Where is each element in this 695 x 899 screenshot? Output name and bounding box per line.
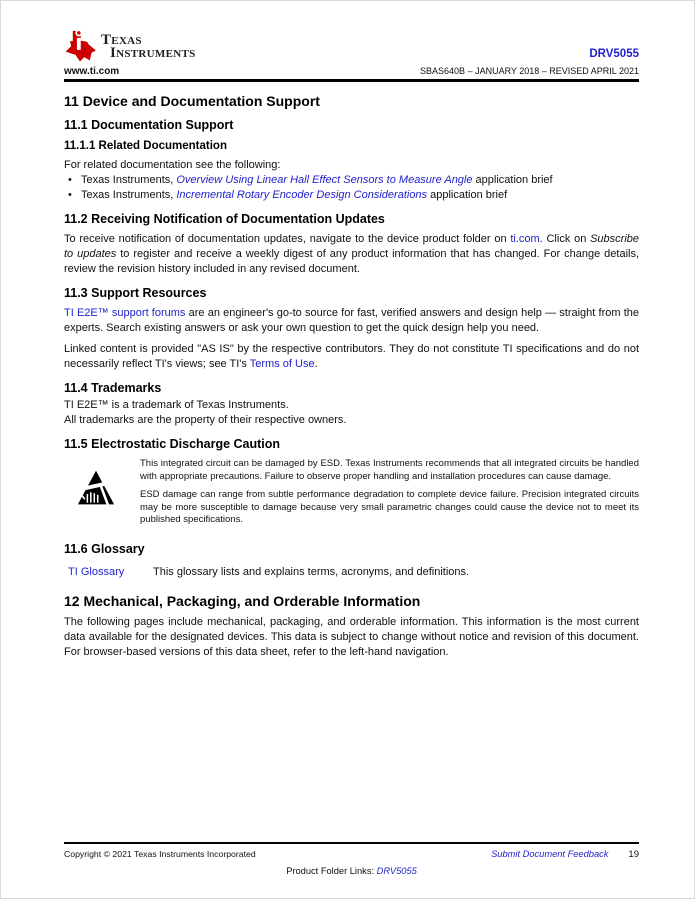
copyright-text: Copyright © 2021 Texas Instruments Incorporated [64,849,256,859]
esd-caution-icon [77,468,115,508]
product-folder-link[interactable]: DRV5055 [376,866,417,876]
section-11-6-title: 11.6 Glossary [64,541,145,556]
support-text-2: Linked content is provided "AS IS" by the respective contributors. They do not constitute TI specifications and do not necessarily reflect TI's views; see TI's [64,343,639,370]
related-doc-intro: For related documentation see the following: [64,159,281,171]
submit-feedback-link[interactable]: Submit Document Feedback [491,849,609,859]
terms-of-use-link[interactable]: Terms of Use [249,358,315,370]
brand-line-1: Texas [101,32,142,48]
related-doc-1-prefix: Texas Instruments, [81,174,177,186]
related-doc-1-link[interactable]: Overview Using Linear Hall Effect Sensors to Measure Angle [176,174,473,186]
section-11-3-title: 11.3 Support Resources [64,286,207,300]
support-text-1: are an engineer's go-to source for fast, verified answers and design help — straight from the experts. Search existing answers or ask your own question to get the quick design help you need. [64,307,639,334]
website-link[interactable]: www.ti.com [64,66,120,77]
related-doc-2-link[interactable]: Incremental Rotary Encoder Design Considerations [176,189,428,201]
header-brand-block [64,27,196,77]
section-11-2-title: 11.2 Receiving Notification of Documentation Updates [64,212,385,226]
trademark-line-1: TI E2E™ is a trademark of Texas Instruments. [64,399,289,411]
header-rule [64,79,639,82]
footer-rule [64,842,639,844]
subscribe-to-updates-text: Subscribe to updates [64,233,639,260]
support-text-3: . [314,358,318,370]
footer-right-group [491,849,639,860]
notification-text-a: To receive notification of documentation updates, navigate to the device product folder on [64,233,511,245]
ti-glossary-link[interactable]: TI Glossary [68,565,125,578]
support-paragraph-1 [64,306,639,336]
bullet-icon: • [68,174,72,186]
section-11-title: 11 Device and Documentation Support [64,93,320,109]
ti-com-link[interactable]: ti.com [510,233,540,245]
page-header [64,27,639,77]
related-doc-2 [81,188,507,203]
brand-line-2: Instruments [110,45,196,61]
part-number-link[interactable]: DRV5055 [589,48,639,60]
section-11-4-title: 11.4 Trademarks [64,381,162,395]
ti-logo [64,27,196,63]
bullet-icon: • [68,189,72,201]
support-paragraph-2 [64,342,639,372]
e2e-forums-link[interactable]: TI E2E™ support forums [64,307,186,319]
notification-text-b: . Click on [539,233,591,245]
glossary-row [68,565,639,580]
list-item [64,188,639,203]
related-doc-1-suffix: application brief [472,174,553,186]
related-doc-1 [81,173,553,188]
related-doc-2-prefix: Texas Instruments, [81,189,177,201]
header-doc-block [420,48,639,77]
esd-paragraph-1: This integrated circuit can be damaged by ESD. Texas Instruments recommends that all integrated circuits be handled with appropriate precautions. Failure to observe proper handling and installation procedures can cause damage. [140,458,639,482]
page-footer [64,842,639,876]
brand-wordmark [101,34,196,60]
doc-revision-info: SBAS640B – JANUARY 2018 – REVISED APRIL 2021 [420,66,639,76]
section-11-1-1-title: 11.1.1 Related Documentation [64,140,227,152]
section-11-5-title: 11.5 Electrostatic Discharge Caution [64,437,281,451]
section-11-1-title: 11.1 Documentation Support [64,118,234,132]
notification-text-c: to register and receive a weekly digest of any product information that has changed. For change details, review the revision history included in any revised document. [64,248,640,275]
related-doc-2-suffix: application brief [427,189,508,201]
esd-caution-text [140,458,639,533]
glossary-description: This glossary lists and explains terms, acronyms, and definitions. [153,565,470,578]
product-folder-line [64,866,639,876]
esd-caution-block [64,458,639,533]
section-12-title: 12 Mechanical, Packaging, and Orderable Information [64,592,421,609]
texas-map-icon [64,27,97,63]
product-folder-label: Product Folder Links: [286,866,377,876]
footer-row [64,849,639,860]
list-item [64,173,639,188]
mechanical-paragraph: The following pages include mechanical, packaging, and orderable information. This information is the most current data available for the designated devices. This data is subject to change without notice and revision of this document. For browser-based versions of this data sheet, refer to the left-hand navigation. [64,615,639,658]
notification-paragraph [64,232,639,277]
trademark-line-2: All trademarks are the property of their respective owners. [64,414,347,426]
page-number: 19 [628,849,639,860]
esd-paragraph-2: ESD damage can range from subtle performance degradation to complete device failure. Precision integrated circuits may be more susceptible to damage because very small parametric changes could cause the device not to meet its published specifications. [140,489,639,525]
